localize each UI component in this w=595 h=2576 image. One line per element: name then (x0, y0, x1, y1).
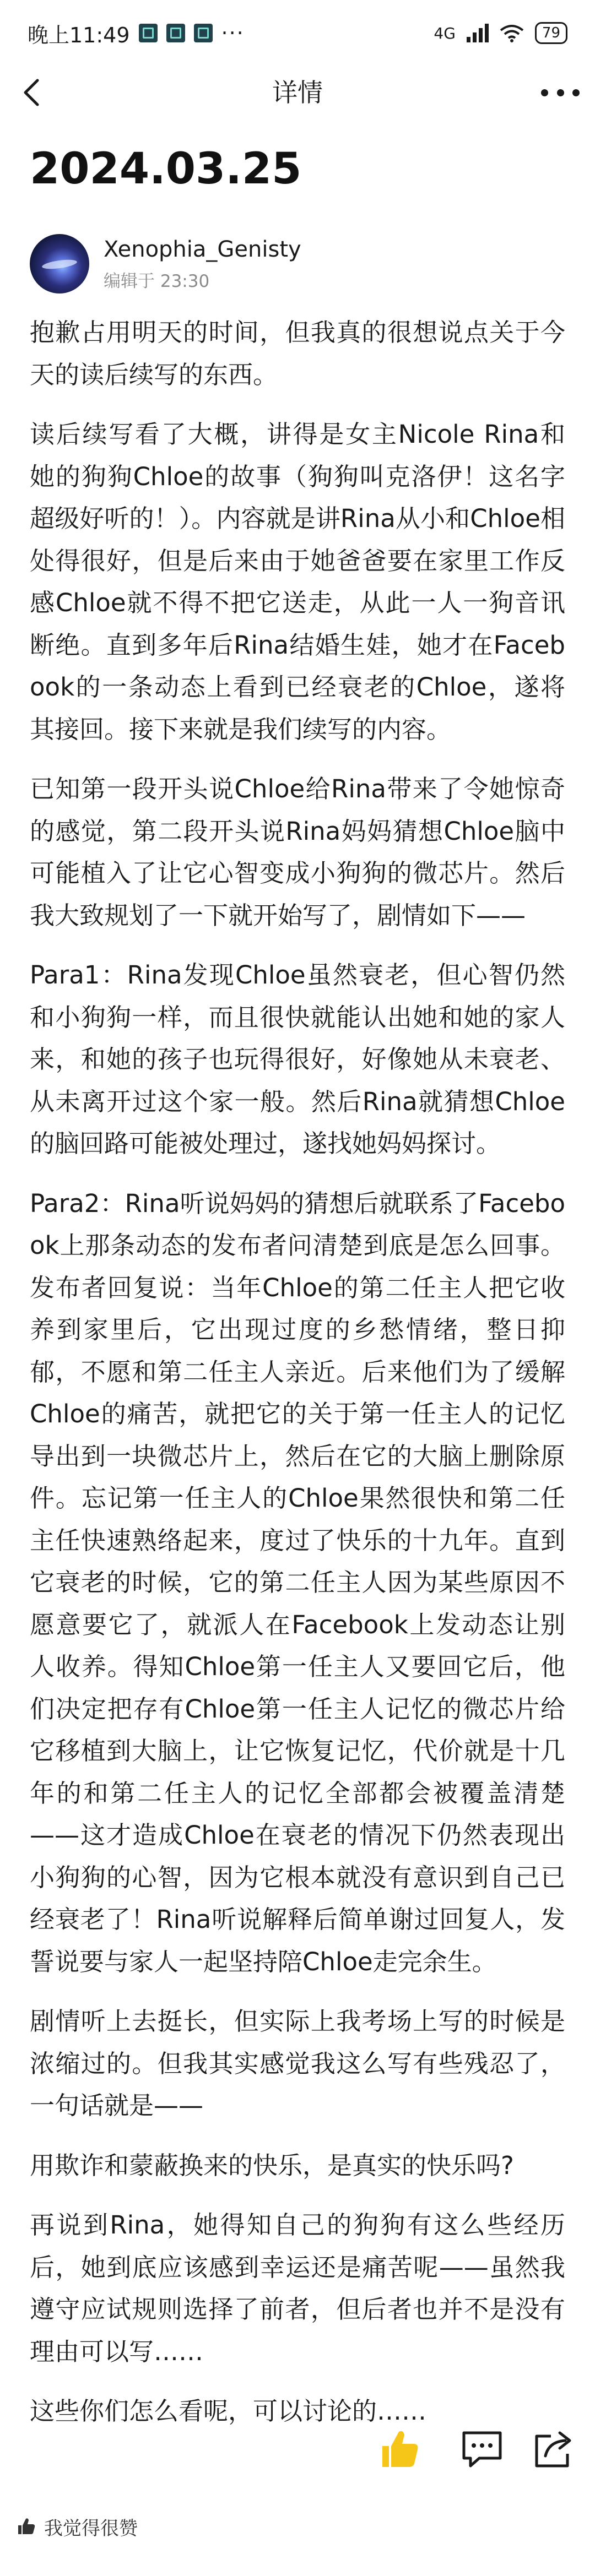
share-button[interactable] (529, 2424, 578, 2474)
paragraph: 再说到Rina，她得知自己的狗狗有这么些经历后，她到底应该感到幸运还是痛苦呢——虽然我遵守应试规则选择了前者，但后者也并不是没有理由可以写…… (30, 2210, 565, 2366)
comment-button[interactable] (457, 2424, 507, 2474)
page-title: 详情 (272, 78, 323, 107)
battery-icon: 79 (535, 22, 567, 44)
status-right (434, 22, 567, 44)
paragraph: 用欺诈和蒙蔽换来的快乐，是真实的快乐吗? (30, 2150, 514, 2180)
more-notifications-indicator: ··· (221, 21, 245, 45)
back-button[interactable] (17, 76, 50, 109)
paragraph: Para1：Rina发现Chloe虽然衰老，但心智仍然和小狗狗一样，而且很快就能认出她和她的家人来，和她的孩子也玩得很好，好像她从未衰老、从未离开过这个家一般。然后Rina就猜想Chloe的脑回路可能被处理过，遂找她妈妈探讨。 (30, 960, 565, 1158)
like-button[interactable] (375, 2424, 424, 2474)
network-type: 4G (434, 24, 456, 42)
status-left (28, 18, 245, 48)
more-options-button[interactable] (541, 76, 580, 109)
paragraph: 读后续写看了大概，讲得是女主Nicole Rina和她的狗狗Chloe的故事（狗狗叫克洛伊！这名字超级好听的！）。内容就是讲Rina从小和Chloe相处得很好，但是后来由于她爸爸要在家里工作反感Chloe就不得不把它送走，从此一人一狗音讯断绝。直到多年后Rina结婚生娃，她才在Facebook的一条动态上看到已经衰老的Chloe，遂将其接回。接下来就是我们续写的内容。 (30, 420, 565, 744)
paragraph: 剧情听上去挺长，但实际上我考场上写的时候是浓缩过的。但我其实感觉我这么写有些残忍了，一句话就是—— (30, 2007, 565, 2120)
dot-icon (541, 89, 548, 96)
article-body (30, 312, 565, 2450)
reaction-label: 我觉得很赞 (44, 2517, 138, 2540)
paragraph: Para2：Rina听说妈妈的猜想后就联系了Facebook上那条动态的发布者问清楚到底是怎么回事。发布者回复说：当年Chloe的第二任主人把它收养到家里后，它出现过度的乡愁情绪，整日抑郁，不愿和第二任主人亲近。后来他们为了缓解Chloe的痛苦，就把它的关于第一任主人的记忆导出到一块微芯片上，然后在它的大脑上删除原件。忘记第一任主人的Chloe果然很快和第二任主任快速熟络起来，度过了快乐的十九年。直到它衰老的时候，它的第二任主人因为某些原因不愿意要它了，就派人在Facebook上发动态让别人收养。得知Chloe第一任主人又要回它后，他们决定把存有Chloe第一任主人记忆的微芯片给它移植到大脑上，让它恢复记忆，代价就是十几年的和第二任主人的记忆全部都会被覆盖清楚——这才造成Chloe在衰老的情况下仍然表现出小狗狗的心智，因为它根本就没有意识到自己已经衰老了！Rina听说解释后简单谢过回复人，发誓说要与家人一起坚持陪Chloe走完余生。 (30, 1188, 565, 1976)
signal-icon (467, 24, 489, 42)
app-notification-icon (166, 24, 185, 42)
action-bar (0, 2419, 595, 2485)
post-date-title: 2024.03.25 (30, 144, 302, 194)
reaction-summary[interactable] (0, 2499, 595, 2554)
wifi-icon (500, 24, 524, 42)
thumbs-up-icon (17, 2517, 36, 2536)
status-time: 晚上11:49 (28, 23, 130, 47)
author-meta (104, 236, 301, 292)
paragraph: 这些你们怎么看呢，可以讨论的…… (30, 2396, 427, 2426)
avatar[interactable] (30, 234, 89, 294)
edit-timestamp: 编辑于 23:30 (104, 271, 210, 291)
author-block[interactable] (30, 233, 301, 294)
paragraph: 抱歉占用明天的时间，但我真的很想说点关于今天的读后续写的东西。 (30, 318, 565, 389)
paragraph: 已知第一段开头说Chloe给Rina带来了令她惊奇的感觉，第二段开头说Rina妈妈猜想Chloe脑中可能植入了让它心智变成小狗狗的微芯片。然后我大致规划了一下就开始写了，剧情如下—— (30, 774, 565, 930)
author-name[interactable]: Xenophia_Genisty (104, 236, 301, 262)
dot-icon (572, 89, 580, 96)
nav-bar (0, 66, 595, 116)
dot-icon (557, 89, 564, 96)
app-notification-icon (194, 24, 213, 42)
app-notification-icon (139, 24, 158, 42)
status-bar (0, 0, 595, 66)
